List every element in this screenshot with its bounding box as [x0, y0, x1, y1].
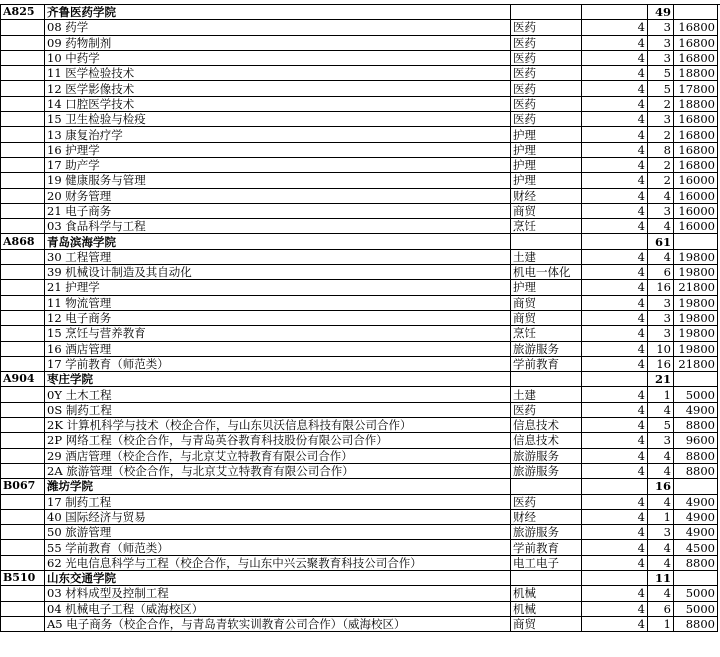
plan-cell[interactable]: 1 — [648, 387, 674, 402]
category-cell[interactable]: 商贸 — [511, 203, 582, 218]
major-name-cell[interactable]: A5 电子商务（校企合作，与青岛青软实训教育公司合作）（威海校区） — [45, 616, 511, 631]
category-cell[interactable]: 护理 — [511, 173, 582, 188]
plan-cell[interactable]: 3 — [648, 112, 674, 127]
empty-cell[interactable] — [1, 20, 45, 35]
major-row — [1, 356, 718, 371]
major-row — [1, 448, 718, 463]
empty-cell[interactable] — [1, 157, 45, 172]
years-cell[interactable]: 4 — [582, 249, 648, 264]
major-name-cell[interactable]: 15 卫生检验与检疫 — [45, 112, 511, 127]
major-row — [1, 35, 718, 50]
fee-cell[interactable]: 18800 — [674, 96, 718, 111]
plan-cell[interactable]: 4 — [648, 249, 674, 264]
fee-cell[interactable]: 16800 — [674, 112, 718, 127]
empty-cell[interactable] — [1, 616, 45, 631]
school-code-cell[interactable]: B510 — [1, 570, 45, 585]
years-cell[interactable]: 4 — [582, 310, 648, 325]
years-cell[interactable]: 4 — [582, 188, 648, 203]
empty-cell[interactable] — [1, 356, 45, 371]
school-code-cell[interactable]: A868 — [1, 234, 45, 249]
fee-cell[interactable]: 5000 — [674, 601, 718, 616]
category-cell[interactable]: 护理 — [511, 157, 582, 172]
category-cell[interactable]: 机械 — [511, 601, 582, 616]
category-cell[interactable]: 商贸 — [511, 310, 582, 325]
category-cell[interactable]: 医药 — [511, 81, 582, 96]
major-name-cell[interactable]: 40 国际经济与贸易 — [45, 509, 511, 524]
category-cell[interactable]: 旅游服务 — [511, 341, 582, 356]
major-row — [1, 555, 718, 570]
plan-cell[interactable]: 3 — [648, 326, 674, 341]
plan-cell[interactable]: 4 — [648, 540, 674, 555]
major-row — [1, 326, 718, 341]
major-row — [1, 494, 718, 509]
major-name-cell[interactable]: 21 护理学 — [45, 280, 511, 295]
plan-cell[interactable]: 16 — [648, 280, 674, 295]
empty-cell[interactable] — [582, 5, 648, 20]
category-cell[interactable]: 土建 — [511, 387, 582, 402]
fee-cell[interactable]: 8800 — [674, 418, 718, 433]
category-cell[interactable]: 护理 — [511, 127, 582, 142]
fee-cell[interactable]: 16800 — [674, 157, 718, 172]
major-row — [1, 540, 718, 555]
fee-cell[interactable]: 16800 — [674, 35, 718, 50]
category-cell[interactable]: 护理 — [511, 280, 582, 295]
category-cell[interactable]: 医药 — [511, 494, 582, 509]
major-row — [1, 601, 718, 616]
major-row — [1, 525, 718, 540]
fee-cell[interactable]: 19800 — [674, 310, 718, 325]
school-total-cell[interactable]: 21 — [648, 372, 674, 387]
empty-cell[interactable] — [1, 387, 45, 402]
fee-cell[interactable]: 9600 — [674, 433, 718, 448]
plan-cell[interactable]: 4 — [648, 402, 674, 417]
years-cell[interactable]: 4 — [582, 418, 648, 433]
school-name-cell[interactable]: 齐鲁医药学院 — [45, 5, 511, 20]
empty-cell[interactable] — [1, 494, 45, 509]
empty-cell[interactable] — [511, 5, 582, 20]
major-row — [1, 20, 718, 35]
fee-cell[interactable]: 5000 — [674, 586, 718, 601]
major-row — [1, 157, 718, 172]
table-body — [1, 5, 718, 632]
category-cell[interactable]: 护理 — [511, 142, 582, 157]
category-cell[interactable]: 医药 — [511, 402, 582, 417]
major-row — [1, 280, 718, 295]
major-row — [1, 66, 718, 81]
empty-cell[interactable] — [1, 249, 45, 264]
empty-cell[interactable] — [1, 219, 45, 234]
years-cell[interactable]: 4 — [582, 356, 648, 371]
category-cell[interactable]: 医药 — [511, 66, 582, 81]
major-name-cell[interactable]: 30 工程管理 — [45, 249, 511, 264]
plan-cell[interactable]: 2 — [648, 127, 674, 142]
years-cell[interactable]: 4 — [582, 112, 648, 127]
major-row — [1, 203, 718, 218]
empty-cell[interactable] — [511, 570, 582, 585]
plan-cell[interactable]: 5 — [648, 81, 674, 96]
empty-cell[interactable] — [1, 586, 45, 601]
major-name-cell[interactable]: 20 财务管理 — [45, 188, 511, 203]
major-row — [1, 112, 718, 127]
plan-cell[interactable]: 8 — [648, 142, 674, 157]
fee-cell[interactable]: 4500 — [674, 540, 718, 555]
empty-cell[interactable] — [1, 50, 45, 65]
empty-cell[interactable] — [1, 341, 45, 356]
fee-cell[interactable]: 4900 — [674, 402, 718, 417]
years-cell[interactable]: 4 — [582, 280, 648, 295]
major-row — [1, 173, 718, 188]
major-name-cell[interactable]: 39 机械设计制造及其自动化 — [45, 265, 511, 280]
plan-cell[interactable]: 4 — [648, 494, 674, 509]
years-cell[interactable]: 4 — [582, 494, 648, 509]
category-cell[interactable]: 医药 — [511, 96, 582, 111]
major-row — [1, 96, 718, 111]
school-code-cell[interactable]: A904 — [1, 372, 45, 387]
plan-cell[interactable]: 4 — [648, 188, 674, 203]
fee-cell[interactable]: 21800 — [674, 280, 718, 295]
major-row — [1, 295, 718, 310]
major-name-cell[interactable]: 11 医学检验技术 — [45, 66, 511, 81]
years-cell[interactable]: 4 — [582, 203, 648, 218]
category-cell[interactable]: 医药 — [511, 35, 582, 50]
empty-cell[interactable] — [1, 433, 45, 448]
fee-cell[interactable]: 16800 — [674, 50, 718, 65]
fee-cell[interactable]: 16800 — [674, 20, 718, 35]
category-cell[interactable]: 机电一体化 — [511, 265, 582, 280]
major-row — [1, 418, 718, 433]
major-row — [1, 142, 718, 157]
years-cell[interactable]: 4 — [582, 540, 648, 555]
empty-cell[interactable] — [1, 203, 45, 218]
empty-cell[interactable] — [1, 188, 45, 203]
category-cell[interactable]: 学前教育 — [511, 356, 582, 371]
empty-cell[interactable] — [674, 570, 718, 585]
fee-cell[interactable]: 16000 — [674, 173, 718, 188]
fee-cell[interactable]: 19800 — [674, 326, 718, 341]
major-name-cell[interactable]: 08 药学 — [45, 20, 511, 35]
years-cell[interactable]: 4 — [582, 616, 648, 631]
years-cell[interactable]: 4 — [582, 448, 648, 463]
years-cell[interactable]: 4 — [582, 326, 648, 341]
major-row — [1, 249, 718, 264]
plan-cell[interactable]: 3 — [648, 35, 674, 50]
empty-cell[interactable] — [582, 234, 648, 249]
category-cell[interactable]: 电工电子 — [511, 555, 582, 570]
category-cell[interactable]: 财经 — [511, 188, 582, 203]
fee-cell[interactable]: 4900 — [674, 494, 718, 509]
school-total-cell[interactable]: 61 — [648, 234, 674, 249]
fee-cell[interactable]: 21800 — [674, 356, 718, 371]
empty-cell[interactable] — [511, 234, 582, 249]
years-cell[interactable]: 4 — [582, 66, 648, 81]
years-cell[interactable]: 4 — [582, 295, 648, 310]
plan-cell[interactable]: 4 — [648, 586, 674, 601]
plan-cell[interactable]: 3 — [648, 50, 674, 65]
category-cell[interactable]: 信息技术 — [511, 418, 582, 433]
fee-cell[interactable]: 4900 — [674, 509, 718, 524]
empty-cell[interactable] — [582, 570, 648, 585]
plan-cell[interactable]: 1 — [648, 509, 674, 524]
plan-cell[interactable]: 5 — [648, 66, 674, 81]
category-cell[interactable]: 医药 — [511, 50, 582, 65]
plan-cell[interactable]: 16 — [648, 356, 674, 371]
empty-cell[interactable] — [1, 601, 45, 616]
school-code-cell[interactable]: A825 — [1, 5, 45, 20]
years-cell[interactable]: 4 — [582, 142, 648, 157]
years-cell[interactable]: 4 — [582, 525, 648, 540]
major-name-cell[interactable]: 04 机械电子工程（威海校区） — [45, 601, 511, 616]
school-header-row — [1, 570, 718, 585]
years-cell[interactable]: 4 — [582, 341, 648, 356]
major-name-cell[interactable]: 29 酒店管理（校企合作，与北京艾立特教育有限公司合作） — [45, 448, 511, 463]
major-name-cell[interactable]: 17 助产学 — [45, 157, 511, 172]
category-cell[interactable]: 商贸 — [511, 616, 582, 631]
major-row — [1, 509, 718, 524]
category-cell[interactable]: 烹饪 — [511, 219, 582, 234]
plan-cell[interactable]: 3 — [648, 433, 674, 448]
category-cell[interactable]: 商贸 — [511, 295, 582, 310]
category-cell[interactable]: 旅游服务 — [511, 463, 582, 478]
major-name-cell[interactable]: 17 制药工程 — [45, 494, 511, 509]
plan-cell[interactable]: 2 — [648, 157, 674, 172]
fee-cell[interactable]: 16000 — [674, 203, 718, 218]
major-name-cell[interactable]: 16 护理学 — [45, 142, 511, 157]
major-name-cell[interactable]: 15 烹饪与营养教育 — [45, 326, 511, 341]
empty-cell[interactable] — [674, 5, 718, 20]
empty-cell[interactable] — [1, 35, 45, 50]
empty-cell[interactable] — [1, 173, 45, 188]
fee-cell[interactable]: 8800 — [674, 616, 718, 631]
empty-cell[interactable] — [1, 66, 45, 81]
school-header-row — [1, 5, 718, 20]
years-cell[interactable]: 4 — [582, 265, 648, 280]
empty-cell[interactable] — [1, 326, 45, 341]
plan-cell[interactable]: 3 — [648, 203, 674, 218]
major-name-cell[interactable]: 12 医学影像技术 — [45, 81, 511, 96]
fee-cell[interactable]: 16000 — [674, 188, 718, 203]
empty-cell[interactable] — [674, 479, 718, 494]
fee-cell[interactable]: 19800 — [674, 295, 718, 310]
years-cell[interactable]: 4 — [582, 433, 648, 448]
years-cell[interactable]: 4 — [582, 586, 648, 601]
school-total-cell[interactable]: 11 — [648, 570, 674, 585]
empty-cell[interactable] — [674, 234, 718, 249]
years-cell[interactable]: 4 — [582, 463, 648, 478]
category-cell[interactable]: 机械 — [511, 586, 582, 601]
years-cell[interactable]: 4 — [582, 601, 648, 616]
plan-cell[interactable]: 3 — [648, 525, 674, 540]
category-cell[interactable]: 医药 — [511, 112, 582, 127]
plan-cell[interactable]: 5 — [648, 418, 674, 433]
major-name-cell[interactable]: 50 旅游管理 — [45, 525, 511, 540]
major-name-cell[interactable]: 62 光电信息科学与工程（校企合作，与山东中兴云聚教育科技公司合作） — [45, 555, 511, 570]
empty-cell[interactable] — [1, 280, 45, 295]
empty-cell[interactable] — [1, 142, 45, 157]
major-row — [1, 81, 718, 96]
empty-cell[interactable] — [1, 463, 45, 478]
plan-cell[interactable]: 4 — [648, 219, 674, 234]
plan-cell[interactable]: 4 — [648, 448, 674, 463]
school-name-cell[interactable]: 山东交通学院 — [45, 570, 511, 585]
major-row — [1, 616, 718, 631]
plan-cell[interactable]: 3 — [648, 20, 674, 35]
empty-cell[interactable] — [1, 81, 45, 96]
fee-cell[interactable]: 19800 — [674, 249, 718, 264]
school-total-cell[interactable]: 16 — [648, 479, 674, 494]
empty-cell[interactable] — [1, 525, 45, 540]
plan-cell[interactable]: 4 — [648, 555, 674, 570]
fee-cell[interactable]: 16800 — [674, 127, 718, 142]
plan-cell[interactable]: 6 — [648, 601, 674, 616]
major-name-cell[interactable]: 19 健康服务与管理 — [45, 173, 511, 188]
category-cell[interactable]: 土建 — [511, 249, 582, 264]
major-name-cell[interactable]: 2A 旅游管理（校企合作，与北京艾立特教育有限公司合作） — [45, 463, 511, 478]
empty-cell[interactable] — [511, 479, 582, 494]
empty-cell[interactable] — [582, 479, 648, 494]
school-name-cell[interactable]: 潍坊学院 — [45, 479, 511, 494]
category-cell[interactable]: 财经 — [511, 509, 582, 524]
plan-cell[interactable]: 4 — [648, 463, 674, 478]
school-header-row — [1, 479, 718, 494]
school-name-cell[interactable]: 青岛滨海学院 — [45, 234, 511, 249]
major-name-cell[interactable]: 13 康复治疗学 — [45, 127, 511, 142]
empty-cell[interactable] — [582, 372, 648, 387]
major-name-cell[interactable]: 14 口腔医学技术 — [45, 96, 511, 111]
category-cell[interactable]: 旅游服务 — [511, 525, 582, 540]
years-cell[interactable]: 4 — [582, 157, 648, 172]
major-name-cell[interactable]: 2P 网络工程（校企合作，与青岛英谷教育科技股份有限公司合作） — [45, 433, 511, 448]
fee-cell[interactable]: 8800 — [674, 555, 718, 570]
years-cell[interactable]: 4 — [582, 127, 648, 142]
plan-cell[interactable]: 1 — [648, 616, 674, 631]
school-header-row — [1, 372, 718, 387]
years-cell[interactable]: 4 — [582, 509, 648, 524]
major-name-cell[interactable]: 17 学前教育（师范类） — [45, 356, 511, 371]
major-row — [1, 387, 718, 402]
major-row — [1, 188, 718, 203]
years-cell[interactable]: 4 — [582, 219, 648, 234]
fee-cell[interactable]: 18800 — [674, 66, 718, 81]
fee-cell[interactable]: 17800 — [674, 81, 718, 96]
years-cell[interactable]: 4 — [582, 35, 648, 50]
fee-cell[interactable]: 16000 — [674, 219, 718, 234]
category-cell[interactable]: 信息技术 — [511, 433, 582, 448]
school-name-cell[interactable]: 枣庄学院 — [45, 372, 511, 387]
fee-cell[interactable]: 8800 — [674, 448, 718, 463]
plan-cell[interactable]: 3 — [648, 310, 674, 325]
empty-cell[interactable] — [1, 418, 45, 433]
major-name-cell[interactable]: 55 学前教育（师范类） — [45, 540, 511, 555]
major-row — [1, 50, 718, 65]
empty-cell[interactable] — [1, 555, 45, 570]
major-name-cell[interactable]: 2K 计算机科学与技术（校企合作，与山东贝沃信息科技有限公司合作） — [45, 418, 511, 433]
school-code-cell[interactable]: B067 — [1, 479, 45, 494]
fee-cell[interactable]: 19800 — [674, 265, 718, 280]
empty-cell[interactable] — [1, 509, 45, 524]
empty-cell[interactable] — [1, 265, 45, 280]
fee-cell[interactable]: 4900 — [674, 525, 718, 540]
empty-cell[interactable] — [1, 310, 45, 325]
school-header-row — [1, 234, 718, 249]
major-name-cell[interactable]: 09 药物制剂 — [45, 35, 511, 50]
years-cell[interactable]: 4 — [582, 387, 648, 402]
category-cell[interactable]: 医药 — [511, 20, 582, 35]
major-name-cell[interactable]: 21 电子商务 — [45, 203, 511, 218]
school-total-cell[interactable]: 49 — [648, 5, 674, 20]
major-name-cell[interactable]: 12 电子商务 — [45, 310, 511, 325]
empty-cell[interactable] — [674, 372, 718, 387]
fee-cell[interactable]: 19800 — [674, 341, 718, 356]
plan-cell[interactable]: 3 — [648, 295, 674, 310]
major-name-cell[interactable]: 11 物流管理 — [45, 295, 511, 310]
empty-cell[interactable] — [1, 112, 45, 127]
category-cell[interactable]: 烹饪 — [511, 326, 582, 341]
category-cell[interactable]: 学前教育 — [511, 540, 582, 555]
years-cell[interactable]: 4 — [582, 96, 648, 111]
major-name-cell[interactable]: 03 食品科学与工程 — [45, 219, 511, 234]
plan-cell[interactable]: 2 — [648, 173, 674, 188]
years-cell[interactable]: 4 — [582, 20, 648, 35]
plan-cell[interactable]: 10 — [648, 341, 674, 356]
empty-cell[interactable] — [1, 96, 45, 111]
plan-cell[interactable]: 6 — [648, 265, 674, 280]
major-name-cell[interactable]: 0Y 土木工程 — [45, 387, 511, 402]
major-row — [1, 463, 718, 478]
fee-cell[interactable]: 5000 — [674, 387, 718, 402]
empty-cell[interactable] — [1, 448, 45, 463]
category-cell[interactable]: 旅游服务 — [511, 448, 582, 463]
admissions-table — [0, 4, 718, 632]
major-name-cell[interactable]: 0S 制药工程 — [45, 402, 511, 417]
major-name-cell[interactable]: 03 材料成型及控制工程 — [45, 586, 511, 601]
empty-cell[interactable] — [1, 295, 45, 310]
years-cell[interactable]: 4 — [582, 50, 648, 65]
major-row — [1, 402, 718, 417]
major-row — [1, 341, 718, 356]
years-cell[interactable]: 4 — [582, 81, 648, 96]
years-cell[interactable]: 4 — [582, 402, 648, 417]
plan-cell[interactable]: 2 — [648, 96, 674, 111]
years-cell[interactable]: 4 — [582, 555, 648, 570]
empty-cell[interactable] — [511, 372, 582, 387]
empty-cell[interactable] — [1, 540, 45, 555]
fee-cell[interactable]: 16800 — [674, 142, 718, 157]
major-row — [1, 127, 718, 142]
empty-cell[interactable] — [1, 402, 45, 417]
empty-cell[interactable] — [1, 127, 45, 142]
major-row — [1, 219, 718, 234]
major-row — [1, 265, 718, 280]
major-row — [1, 310, 718, 325]
years-cell[interactable]: 4 — [582, 173, 648, 188]
fee-cell[interactable]: 8800 — [674, 463, 718, 478]
major-row — [1, 433, 718, 448]
major-name-cell[interactable]: 16 酒店管理 — [45, 341, 511, 356]
major-name-cell[interactable]: 10 中药学 — [45, 50, 511, 65]
major-row — [1, 586, 718, 601]
